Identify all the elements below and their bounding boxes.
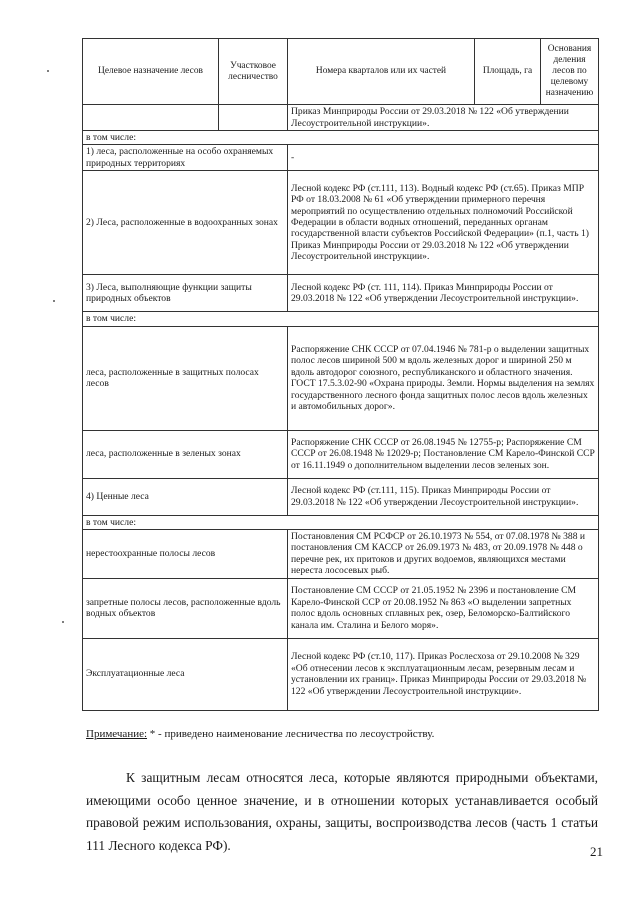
table-row (83, 578, 599, 638)
cell-basis: Приказ Минприроды России от 29.03.2018 № 122 «Об утверждении Лесоустроительной инструкции». (288, 105, 599, 131)
table-row (83, 275, 599, 312)
cell-purpose: 3) Леса, выполняющие функции защиты природных объектов (83, 275, 288, 312)
page-number: 21 (590, 844, 603, 859)
cell-basis: Лесной кодекс РФ (ст.111, 113). Водный кодекс РФ (ст.65). Приказ МПР РФ от 18.03.2008 № 61 «Об утверждении примерного перечня мероприятий по осуществлению отдельных полномочий Российской Федерации в области водных отношений, переданных органам государственной власти субъектов Российской Федерации» (п.1, часть 1) Приказ Минприроды России от 29.03.2018 № 122 «Об утверждении Лесоустроительной инструкции». (288, 171, 599, 275)
section-label: в том числе: (83, 312, 599, 326)
cell-purpose: запретные полосы лесов, расположенные вдоль водных объектов (83, 578, 288, 638)
cell-purpose: 1) леса, расположенные на особо охраняемых природных территориях (83, 145, 288, 171)
table-row (83, 478, 599, 515)
table-row (83, 430, 599, 478)
cell-basis: Лесной кодекс РФ (ст.10, 117). Приказ Рослесхоза от 29.10.2008 № 329 «Об отнесении лесов к эксплуатационным лесам, резервным лесам и установлении их границ». Приказ Минприроды России от 29.03.2018 № 122 «Об утверждении Лесоустроительной инструкции». (288, 638, 599, 710)
table-header-row (83, 39, 599, 105)
cell-basis: Распоряжение СНК СССР от 07.04.1946 № 781-р о выделении защитных полос лесов шириной 500 м вдоль железных дорог и шириной 250 м вдоль автодорог союзного, республиканского и областного значения. ГОСТ 17.5.3.02-90 «Охрана природы. Земли. Нормы выделения на землях государственного лесного фонда защитных полос лесов вдоль железных и автомобильных дорог». (288, 326, 599, 430)
scan-speck (53, 300, 55, 302)
table-row (83, 171, 599, 275)
table-row (83, 105, 599, 131)
header-district: Участковое лесничество (219, 39, 288, 105)
header-area: Площадь, га (475, 39, 541, 105)
cell-purpose: Эксплуатационные леса (83, 638, 288, 710)
cell-basis: Постановления СМ РСФСР от 26.10.1973 № 554, от 07.08.1978 № 388 и постановления СМ КАССР от 26.09.1973 № 483, от 20.09.1978 № 448 о перечне рек, их притоков и других водоемов, являющихся местами нереста лососевых рыб. (288, 530, 599, 579)
cell-purpose: нерестоохранные полосы лесов (83, 530, 288, 579)
scan-speck (47, 70, 49, 72)
cell-basis: Постановление СМ СССР от 21.05.1952 № 2396 и постановление СМ Карело-Финской ССР от 20.08.1952 № 863 «О выделении запретных полос вдоль основных сплавных рек, озер, Беломорско-Балтийского канала им. Сталина и Белого моря». (288, 578, 599, 638)
header-purpose: Целевое назначение лесов (83, 39, 219, 105)
body-paragraph: К защитным лесам относятся леса, которые являются природными объектами, имеющими особо ценное значение, и в отношении которых устанавливается особый правовой режим использования, охраны, защиты, воспроизводства лесов (часть 1 статьи 111 Лесного кодекса РФ). (86, 770, 598, 853)
cell-basis: - (288, 145, 599, 171)
cell-basis: Распоряжение СНК СССР от 26.08.1945 № 12755-р; Распоряжение СМ СССР от 26.08.1948 № 12029-р; Постановление СМ Карело-Финской ССР от 16.11.1949 о дополнительном выделении лесов зеленых зон. (288, 430, 599, 478)
table-row (83, 515, 599, 529)
table-row (83, 530, 599, 579)
cell-basis: Лесной кодекс РФ (ст. 111, 114). Приказ Минприроды России от 29.03.2018 № 122 «Об утверждении Лесоустроительной инструкции». (288, 275, 599, 312)
table-row (83, 145, 599, 171)
cell-purpose: леса, расположенные в защитных полосах лесов (83, 326, 288, 430)
table-row (83, 131, 599, 145)
scan-speck (62, 621, 64, 623)
footnote-text: * - приведено наименование лесничества по лесоустройству. (147, 728, 435, 740)
section-label: в том числе: (83, 131, 599, 145)
section-label: в том числе: (83, 515, 599, 529)
cell-empty (83, 105, 219, 131)
forest-purpose-table (82, 38, 599, 711)
header-basis: Основания деления лесов по целевому назначению (541, 39, 599, 105)
cell-empty (219, 105, 288, 131)
table-row (83, 312, 599, 326)
cell-purpose: 2) Леса, расположенные в водоохранных зонах (83, 171, 288, 275)
table-row (83, 638, 599, 710)
cell-purpose: 4) Ценные леса (83, 478, 288, 515)
table-row (83, 326, 599, 430)
table-footnote (86, 728, 434, 740)
footnote-label: Примечание: (86, 728, 148, 740)
header-quarters: Номера кварталов или их частей (288, 39, 475, 105)
cell-basis: Лесной кодекс РФ (ст.111, 115). Приказ Минприроды России от 29.03.2018 № 122 «Об утверждении Лесоустроительной инструкции». (288, 478, 599, 515)
cell-purpose: леса, расположенные в зеленых зонах (83, 430, 288, 478)
